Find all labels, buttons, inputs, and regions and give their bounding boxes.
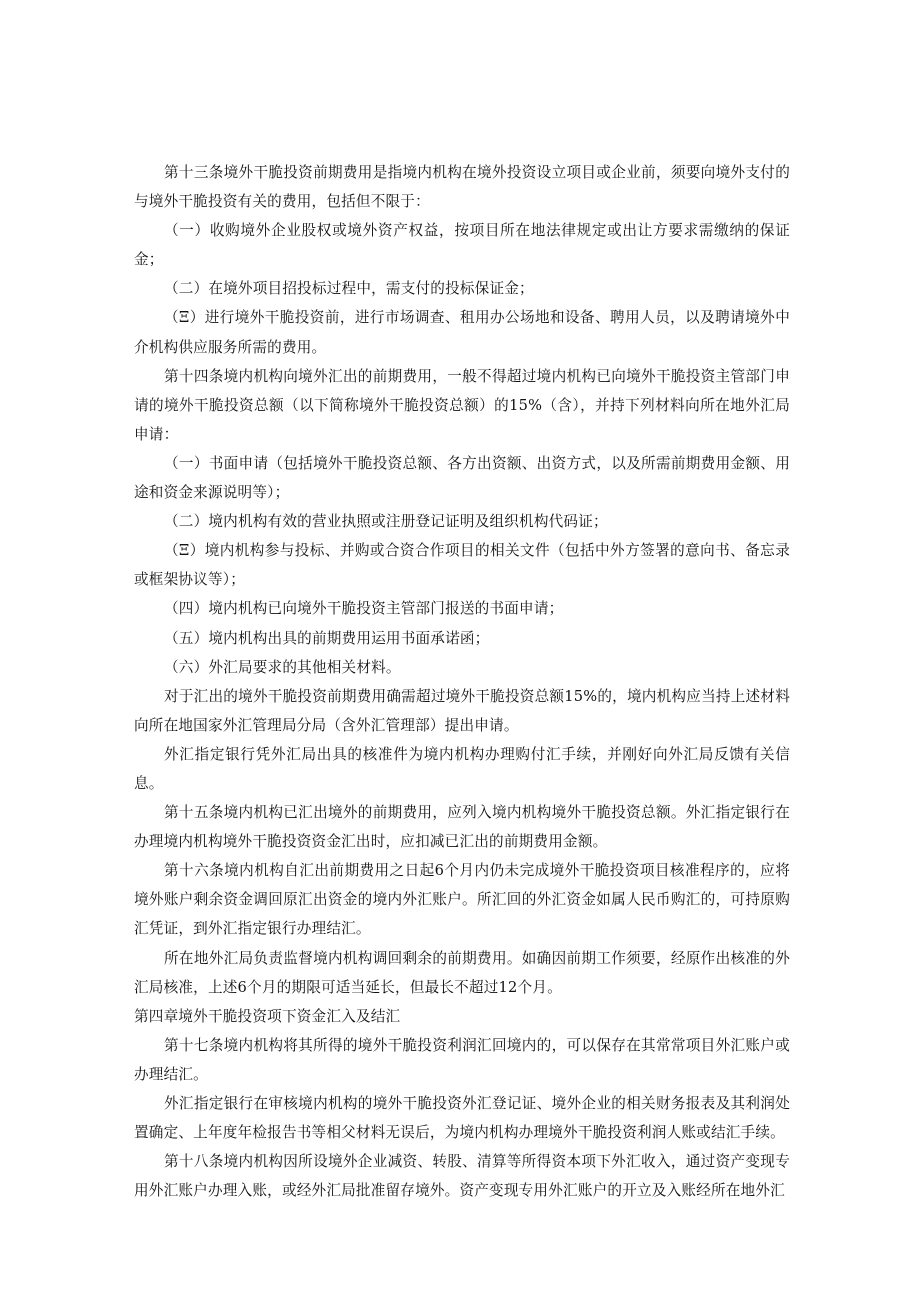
article-14-bank-paragraph: 外汇指定银行凭外汇局出具的核准件为境内机构办理购付汇手续，并刚好向外汇局反馈有关信息。 [134,745,790,792]
article-13-item-2: （二）在境外项目招投标过程中，需支付的投标保证金； [164,280,534,298]
article-13-paragraph: 第十三条境外干脆投资前期费用是指境内机构在境外投资设立项目或企业前，须要向境外支付的与境外干脆投资有关的费用，包括但不限于： [134,164,790,211]
article-16-supervision-paragraph: 所在地外汇局负责监督境内机构调回剩余的前期费用。如确因前期工作须要，经原作出核准的外汇局核准，上述6个月的期限可适当延长，但最长不超过12个月。 [134,949,790,996]
article-17-bank-paragraph: 外汇指定银行在审核境内机构的境外干脆投资外汇登记证、境外企业的相关财务报表及其利润处置确定、上年度年检报告书等相父材料无误后，为境内机构办理境外干脆投资利润人账或结汇手续。 [134,1095,790,1142]
article-14-item-2: （二）境内机构有效的营业执照或注册登记证明及组织机构代码证； [164,513,608,531]
chapter-4-heading: 第四章境外干脆投资项下资金汇入及结汇 [134,1007,401,1025]
article-13-item-3: （Ξ）进行境外干脆投资前，进行市场调查、租用办公场地和设备、聘用人员，以及聘请境外中介机构供应服务所需的费用。 [134,309,790,356]
article-13-item-1: （一）收购境外企业股权或境外资产权益，按项目所在地法律规定或出让方要求需缴纳的保证金； [134,222,790,269]
article-14-item-6: （六）外汇局要求的其他相关材料。 [164,658,401,676]
article-14-item-5: （五）境内机构出具的前期费用运用书面承诺函； [164,629,490,647]
article-14-excess-paragraph: 对于汇出的境外干脆投资前期费用确需超过境外干脆投资总额15%的，境内机构应当持上述材料向所在地国家外汇管理局分局（含外汇管理部）提出申请。 [134,687,790,734]
article-14-item-3: （Ξ）境内机构参与投标、并购或合资合作项目的相关文件（包括中外方签署的意向书、备忘录或框架协议等）； [134,542,790,589]
document-body [134,158,790,1205]
article-16-paragraph: 第十六条境内机构自汇出前期费用之日起6个月内仍未完成境外干脆投资项目核准程序的，应将境外账户剩余资金调回原汇出资金的境内外汇账户。所汇回的外汇资金如属人民币购汇的，可持原购汇凭证，到外汇指定银行办理结汇。 [134,862,790,938]
article-14-item-4: （四）境内机构已向境外干脆投资主管部门报送的书面申请； [164,600,564,618]
article-14-paragraph: 第十四条境内机构向境外汇出的前期费用，一般不得超过境内机构已向境外干脆投资主管部门申请的境外干脆投资总额（以下简称境外干脆投资总额）的15%（含），并持下列材料向所在地外汇局申请： [134,367,790,443]
article-18-paragraph: 第十八条境内机构因所设境外企业减资、转股、清算等所得资本项下外汇收入，通过资产变现专用外汇账户办理入账，或经外汇局批准留存境外。资产变现专用外汇账户的开立及入账经所在地外汇 [134,1153,790,1200]
article-17-paragraph: 第十七条境内机构将其所得的境外干脆投资利润汇回境内的，可以保存在其常常项目外汇账户或办理结汇。 [134,1036,790,1083]
article-14-item-1: （一）书面申请（包括境外干脆投资总额、各方出资额、出资方式，以及所需前期费用金额、用途和资金来源说明等）； [134,454,790,502]
article-15-paragraph: 第十五条境内机构已汇出境外的前期费用，应列入境内机构境外干脆投资总额。外汇指定银行在办理境内机构境外干脆投资资金汇出时，应扣减已汇出的前期费用金额。 [134,804,790,851]
